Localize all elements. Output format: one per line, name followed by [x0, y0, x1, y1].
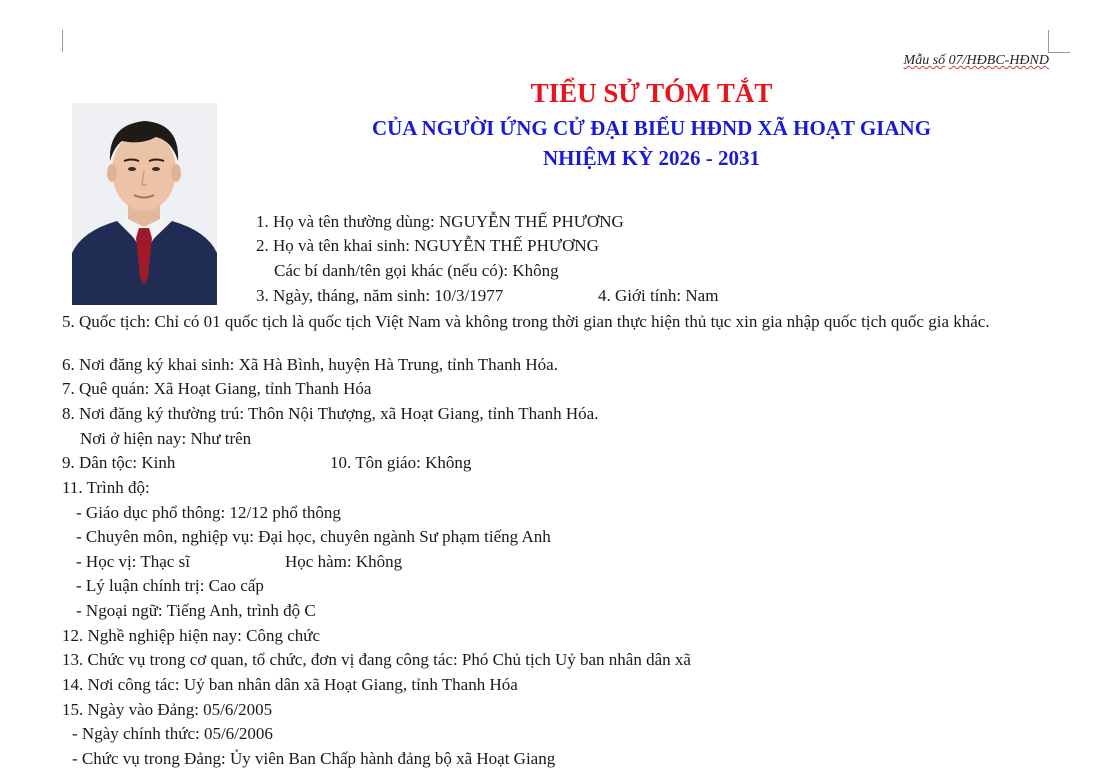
field-general-education: - Giáo dục phổ thông: 12/12 phổ thông	[76, 503, 341, 522]
field-academic-title: Học hàm: Không	[285, 552, 403, 571]
portrait-illustration	[72, 103, 217, 305]
form-number-code: 07/HĐBC-HĐND	[948, 53, 1049, 68]
form-number-prefix: Mẫu số	[903, 53, 946, 68]
form-number	[904, 53, 1049, 69]
field-party-position: - Chức vụ trong Đảng: Ủy viên Ban Chấp hành đảng bộ xã Hoạt Giang	[72, 749, 556, 768]
field-foreign-language: - Ngoại ngữ: Tiếng Anh, trình độ C	[76, 601, 316, 620]
field-degree: - Học vị: Thạc sĩ	[76, 552, 190, 571]
field-gender: 4. Giới tính: Nam	[598, 286, 719, 305]
field-birth-name: 2. Họ và tên khai sinh: NGUYỄN THẾ PHƯƠNG	[256, 236, 599, 255]
field-party-join-date: 15. Ngày vào Đảng: 05/6/2005	[62, 700, 273, 719]
field-education-heading: 11. Trình độ:	[62, 478, 150, 497]
field-position: 13. Chức vụ trong cơ quan, tổ chức, đơn vị đang công tác: Phó Chủ tịch Uỷ ban nhân dân xã	[62, 650, 691, 669]
document-term: NHIỆM KỲ 2026 - 2031	[543, 146, 760, 170]
field-common-name: 1. Họ và tên thường dùng: NGUYỄN THẾ PHƯƠNG	[256, 212, 624, 231]
portrait-photo	[72, 103, 217, 305]
field-political-theory: - Lý luận chính trị: Cao cấp	[76, 576, 264, 595]
field-current-residence: Nơi ở hiện nay: Như trên	[80, 429, 252, 448]
field-nationality: 5. Quốc tịch: Chỉ có 01 quốc tịch là quốc tịch Việt Nam và không trong thời gian thực hiện thủ tục xin gia nhập quốc tịch quốc gia khác.	[62, 312, 990, 331]
field-ethnicity: 9. Dân tộc: Kinh	[62, 453, 176, 472]
field-date-of-birth: 3. Ngày, tháng, năm sinh: 10/3/1977	[256, 286, 504, 305]
field-occupation: 12. Nghề nghiệp hiện nay: Công chức	[62, 626, 321, 645]
field-hometown: 7. Quê quán: Xã Hoạt Giang, tỉnh Thanh Hóa	[62, 379, 372, 398]
field-permanent-residence: 8. Nơi đăng ký thường trú: Thôn Nội Thượng, xã Hoạt Giang, tỉnh Thanh Hóa.	[62, 404, 599, 423]
field-aliases: Các bí danh/tên gọi khác (nếu có): Không	[274, 261, 559, 280]
document-subtitle: CỦA NGƯỜI ỨNG CỬ ĐẠI BIỂU HĐND XÃ HOẠT GIANG	[371, 116, 932, 140]
page-corner-mark-right	[1048, 30, 1049, 52]
field-workplace: 14. Nơi công tác: Uỷ ban nhân dân xã Hoạt Giang, tỉnh Thanh Hóa	[62, 675, 518, 694]
field-religion: 10. Tôn giáo: Không	[330, 453, 472, 472]
page-corner-mark-left	[62, 30, 63, 52]
document-title: TIỂU SỬ TÓM TẮT	[530, 78, 773, 108]
page-corner-mark-right-h	[1048, 52, 1070, 53]
field-official-date: - Ngày chính thức: 05/6/2006	[72, 724, 273, 743]
field-birth-registration: 6. Nơi đăng ký khai sinh: Xã Hà Bình, huyện Hà Trung, tỉnh Thanh Hóa.	[62, 355, 558, 374]
field-specialization: - Chuyên môn, nghiệp vụ: Đại học, chuyên ngành Sư phạm tiếng Anh	[76, 527, 551, 546]
